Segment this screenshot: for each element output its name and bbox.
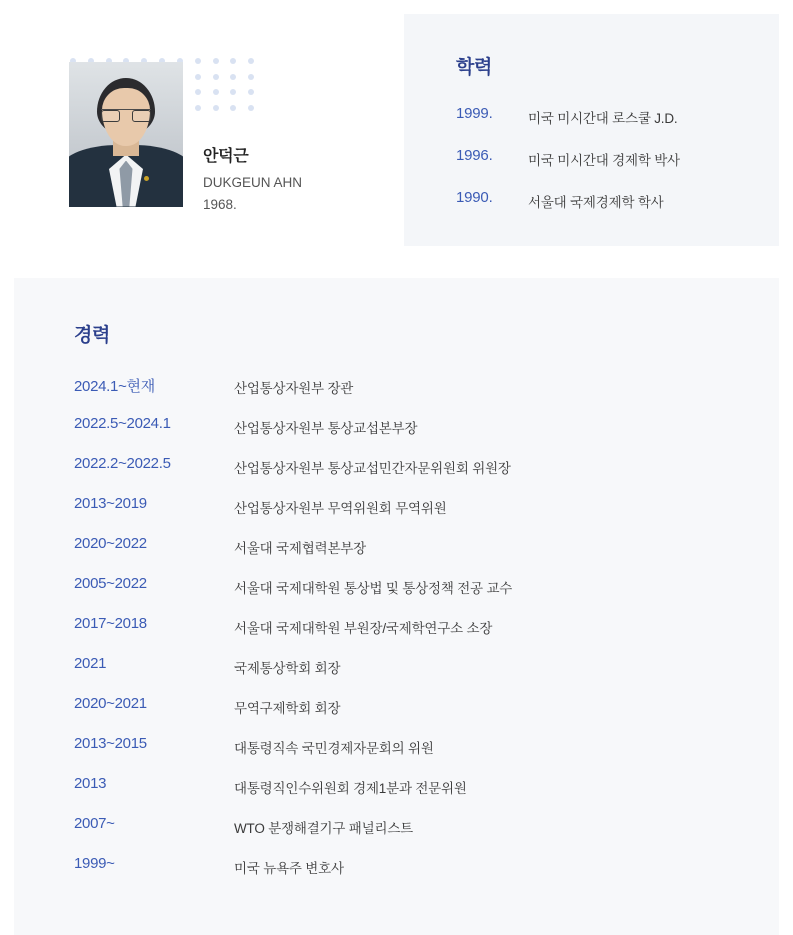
education-year: 1990. [456, 189, 493, 206]
career-item [74, 775, 779, 797]
career-period: 2013~2015 [74, 735, 147, 752]
photo-glasses-shape [101, 109, 151, 122]
career-item [74, 375, 779, 397]
education-list [456, 105, 779, 211]
profile-card [14, 14, 779, 246]
career-desc: 산업통상자원부 장관 [234, 381, 354, 396]
career-period: 1999~ [74, 855, 115, 872]
education-desc: 서울대 국제경제학 학사 [528, 195, 664, 210]
career-card [14, 278, 779, 935]
career-desc: 대통령직속 국민경제자문회의 위원 [234, 741, 434, 756]
education-desc: 미국 미시간대 경제학 박사 [528, 153, 680, 168]
career-desc: 산업통상자원부 무역위원회 무역위원 [234, 501, 447, 516]
career-desc: 산업통상자원부 통상교섭본부장 [234, 421, 418, 436]
career-item [74, 495, 779, 517]
career-desc: 서울대 국제협력본부장 [234, 541, 366, 556]
career-period: 2020~2022 [74, 535, 147, 552]
career-period: 2017~2018 [74, 615, 147, 632]
career-item [74, 535, 779, 557]
career-period: 2005~2022 [74, 575, 147, 592]
profile-photo-section [14, 14, 404, 246]
portrait-photo [69, 62, 183, 207]
education-title: 학력 [456, 57, 492, 78]
career-item [74, 415, 779, 437]
profile-identity [203, 143, 302, 246]
career-desc: 대통령직인수위원회 경제1분과 전문위원 [234, 781, 467, 796]
career-period: 2013 [74, 775, 107, 792]
career-desc: WTO 분쟁해결기구 패널리스트 [234, 821, 413, 836]
photo-lapel-pin [144, 176, 149, 181]
career-desc: 국제통상학회 회장 [234, 661, 341, 676]
career-item [74, 695, 779, 717]
career-desc: 산업통상자원부 통상교섭민간자문위원회 위원장 [234, 461, 511, 476]
career-desc: 서울대 국제대학원 부원장/국제학연구소 소장 [234, 621, 493, 636]
career-item [74, 815, 779, 837]
education-item [456, 189, 779, 211]
career-item [74, 655, 779, 677]
profile-birth-year: 1968. [203, 197, 237, 212]
career-item [74, 855, 779, 877]
career-period: 2022.2~2022.5 [74, 455, 171, 472]
career-title: 경력 [74, 325, 110, 346]
profile-name-en: DUKGEUN AHN [203, 175, 303, 190]
education-desc: 미국 미시간대 로스쿨 J.D. [528, 111, 678, 126]
career-desc: 미국 뉴욕주 변호사 [234, 861, 344, 876]
career-item [74, 455, 779, 477]
education-item [456, 147, 779, 169]
career-item [74, 615, 779, 637]
career-period: 2024.1~현재 [74, 378, 155, 395]
education-item [456, 105, 779, 127]
career-item [74, 575, 779, 597]
education-year: 1999. [456, 105, 493, 122]
career-period: 2007~ [74, 815, 115, 832]
profile-name-ko: 안덕근 [203, 148, 249, 165]
career-item [74, 735, 779, 757]
career-period: 2020~2021 [74, 695, 147, 712]
education-section [404, 14, 779, 246]
education-year: 1996. [456, 147, 493, 164]
career-desc: 서울대 국제대학원 통상법 및 통상정책 전공 교수 [234, 581, 513, 596]
career-period: 2013~2019 [74, 495, 147, 512]
career-period: 2021 [74, 655, 107, 672]
career-period: 2022.5~2024.1 [74, 415, 171, 432]
career-desc: 무역구제학회 회장 [234, 701, 341, 716]
career-list [74, 375, 779, 877]
